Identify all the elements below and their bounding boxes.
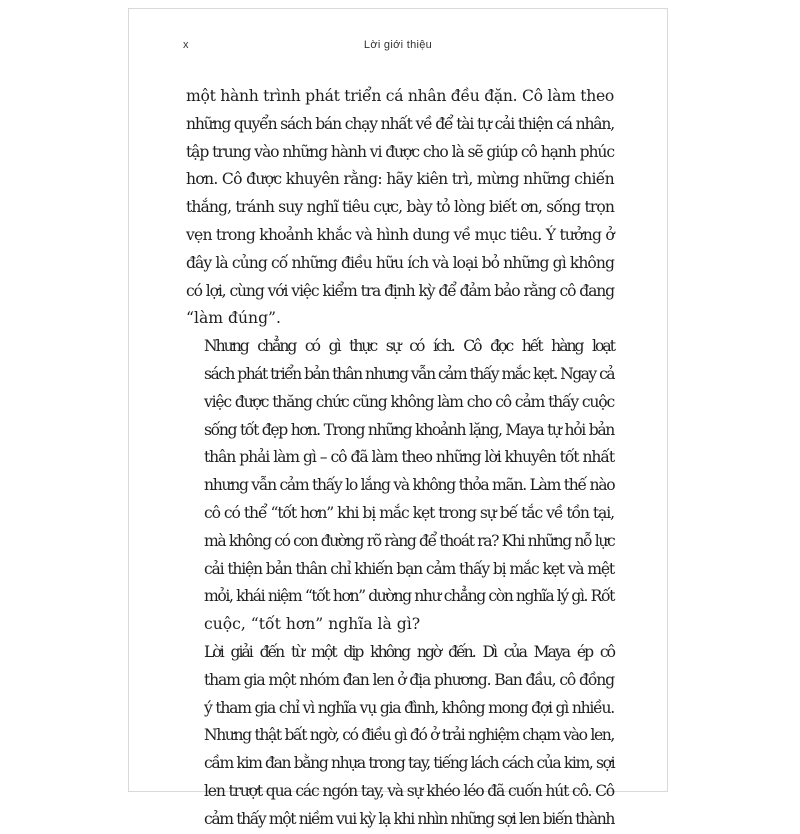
text-line: những quyển sách bán chạy nhất về để tài tự cải thiện cá nhân, bbox=[186, 114, 614, 133]
text-line: có lợi, cùng với việc kiểm tra định kỳ để đảm bảo rằng cô đang bbox=[186, 281, 614, 300]
text-line: Lời giải đến từ một dịp không ngờ đến. Dì của Maya ép cô bbox=[204, 642, 614, 661]
text-line: sách phát triển bản thân nhưng vẫn cảm thấy mắc kẹt. Ngay cả bbox=[204, 364, 614, 383]
text-line: mà không có con đường rõ ràng để thoát ra? Khi những nỗ lực bbox=[204, 531, 615, 550]
text-line: một hành trình phát triển cá nhân đều đặn. Cô làm theo bbox=[186, 87, 614, 105]
text-line: việc được thăng chức cũng không làm cho cô cảm thấy cuộc bbox=[204, 392, 614, 411]
book-page bbox=[128, 8, 668, 828]
text-line: Nhưng chẳng có gì thực sự có ích. Cô đọc hết hàng loạt bbox=[204, 337, 614, 356]
text-line: thân phải làm gì – cô đã làm theo những lời khuyên tốt nhất bbox=[204, 448, 614, 467]
text-line: cảm thấy một niềm vui kỳ lạ khi nhìn những sợi len biến thành bbox=[204, 809, 614, 828]
text-line: vẹn trong khoảnh khắc và hình dung về mục tiêu. Ý tưởng ở bbox=[186, 225, 614, 244]
text-line: “làm đúng”. bbox=[186, 309, 281, 328]
text-line: sống tốt đẹp hơn. Trong những khoảnh lặng, Maya tự hỏi bản bbox=[204, 420, 614, 439]
text-line: cô có thể “tốt hơn” khi bị mắc kẹt trong sự bế tắc về tồn tại, bbox=[204, 503, 614, 522]
text-line: thắng, tránh suy nghĩ tiêu cực, bày tỏ lòng biết ơn, sống trọn bbox=[186, 198, 614, 217]
chapter-title: Lời giới thiệu bbox=[363, 39, 433, 51]
text-line: cầm kim đan bằng nhựa trong tay, tiếng lách cách của kim, sợi bbox=[204, 754, 615, 773]
text-line: Nhưng thật bất ngờ, có điều gì đó ở trải nghiệm chạm vào len, bbox=[204, 726, 614, 745]
text-line: cải thiện bản thân chỉ khiến bạn cảm thấy bị mắc kẹt và mệt bbox=[204, 559, 614, 578]
paragraph bbox=[186, 639, 614, 834]
text-line: nhưng vẫn cảm thấy lo lắng và không thỏa mãn. Làm thế nào bbox=[204, 476, 615, 495]
paragraph bbox=[186, 333, 614, 639]
text-line: len trượt qua các ngón tay, và sự khéo léo đã cuốn hút cô. Cô bbox=[204, 781, 614, 800]
text-line: cuộc, “tốt hơn” nghĩa là gì? bbox=[204, 615, 421, 634]
text-line: mỏi, khái niệm “tốt hơn” dường như chẳng còn nghĩa lý gì. Rốt bbox=[204, 587, 614, 606]
text-line: tập trung vào những hành vi được cho là sẽ giúp cô hạnh phúc bbox=[186, 142, 614, 161]
paragraph bbox=[186, 83, 614, 333]
text-line: đây là củng cố những điều hữu ích và loại bỏ những gì không bbox=[186, 253, 614, 272]
text-line: ý tham gia chỉ vì nghĩa vụ gia đình, không mong đợi gì nhiều. bbox=[204, 698, 614, 717]
text-line: tham gia một nhóm đan len ở địa phương. Ban đầu, cô đồng bbox=[204, 670, 614, 689]
body-text bbox=[186, 83, 614, 834]
page-number: x bbox=[183, 39, 189, 51]
running-head bbox=[183, 39, 613, 59]
text-line: hơn. Cô được khuyên rằng: hãy kiên trì, mừng những chiến bbox=[186, 170, 614, 189]
